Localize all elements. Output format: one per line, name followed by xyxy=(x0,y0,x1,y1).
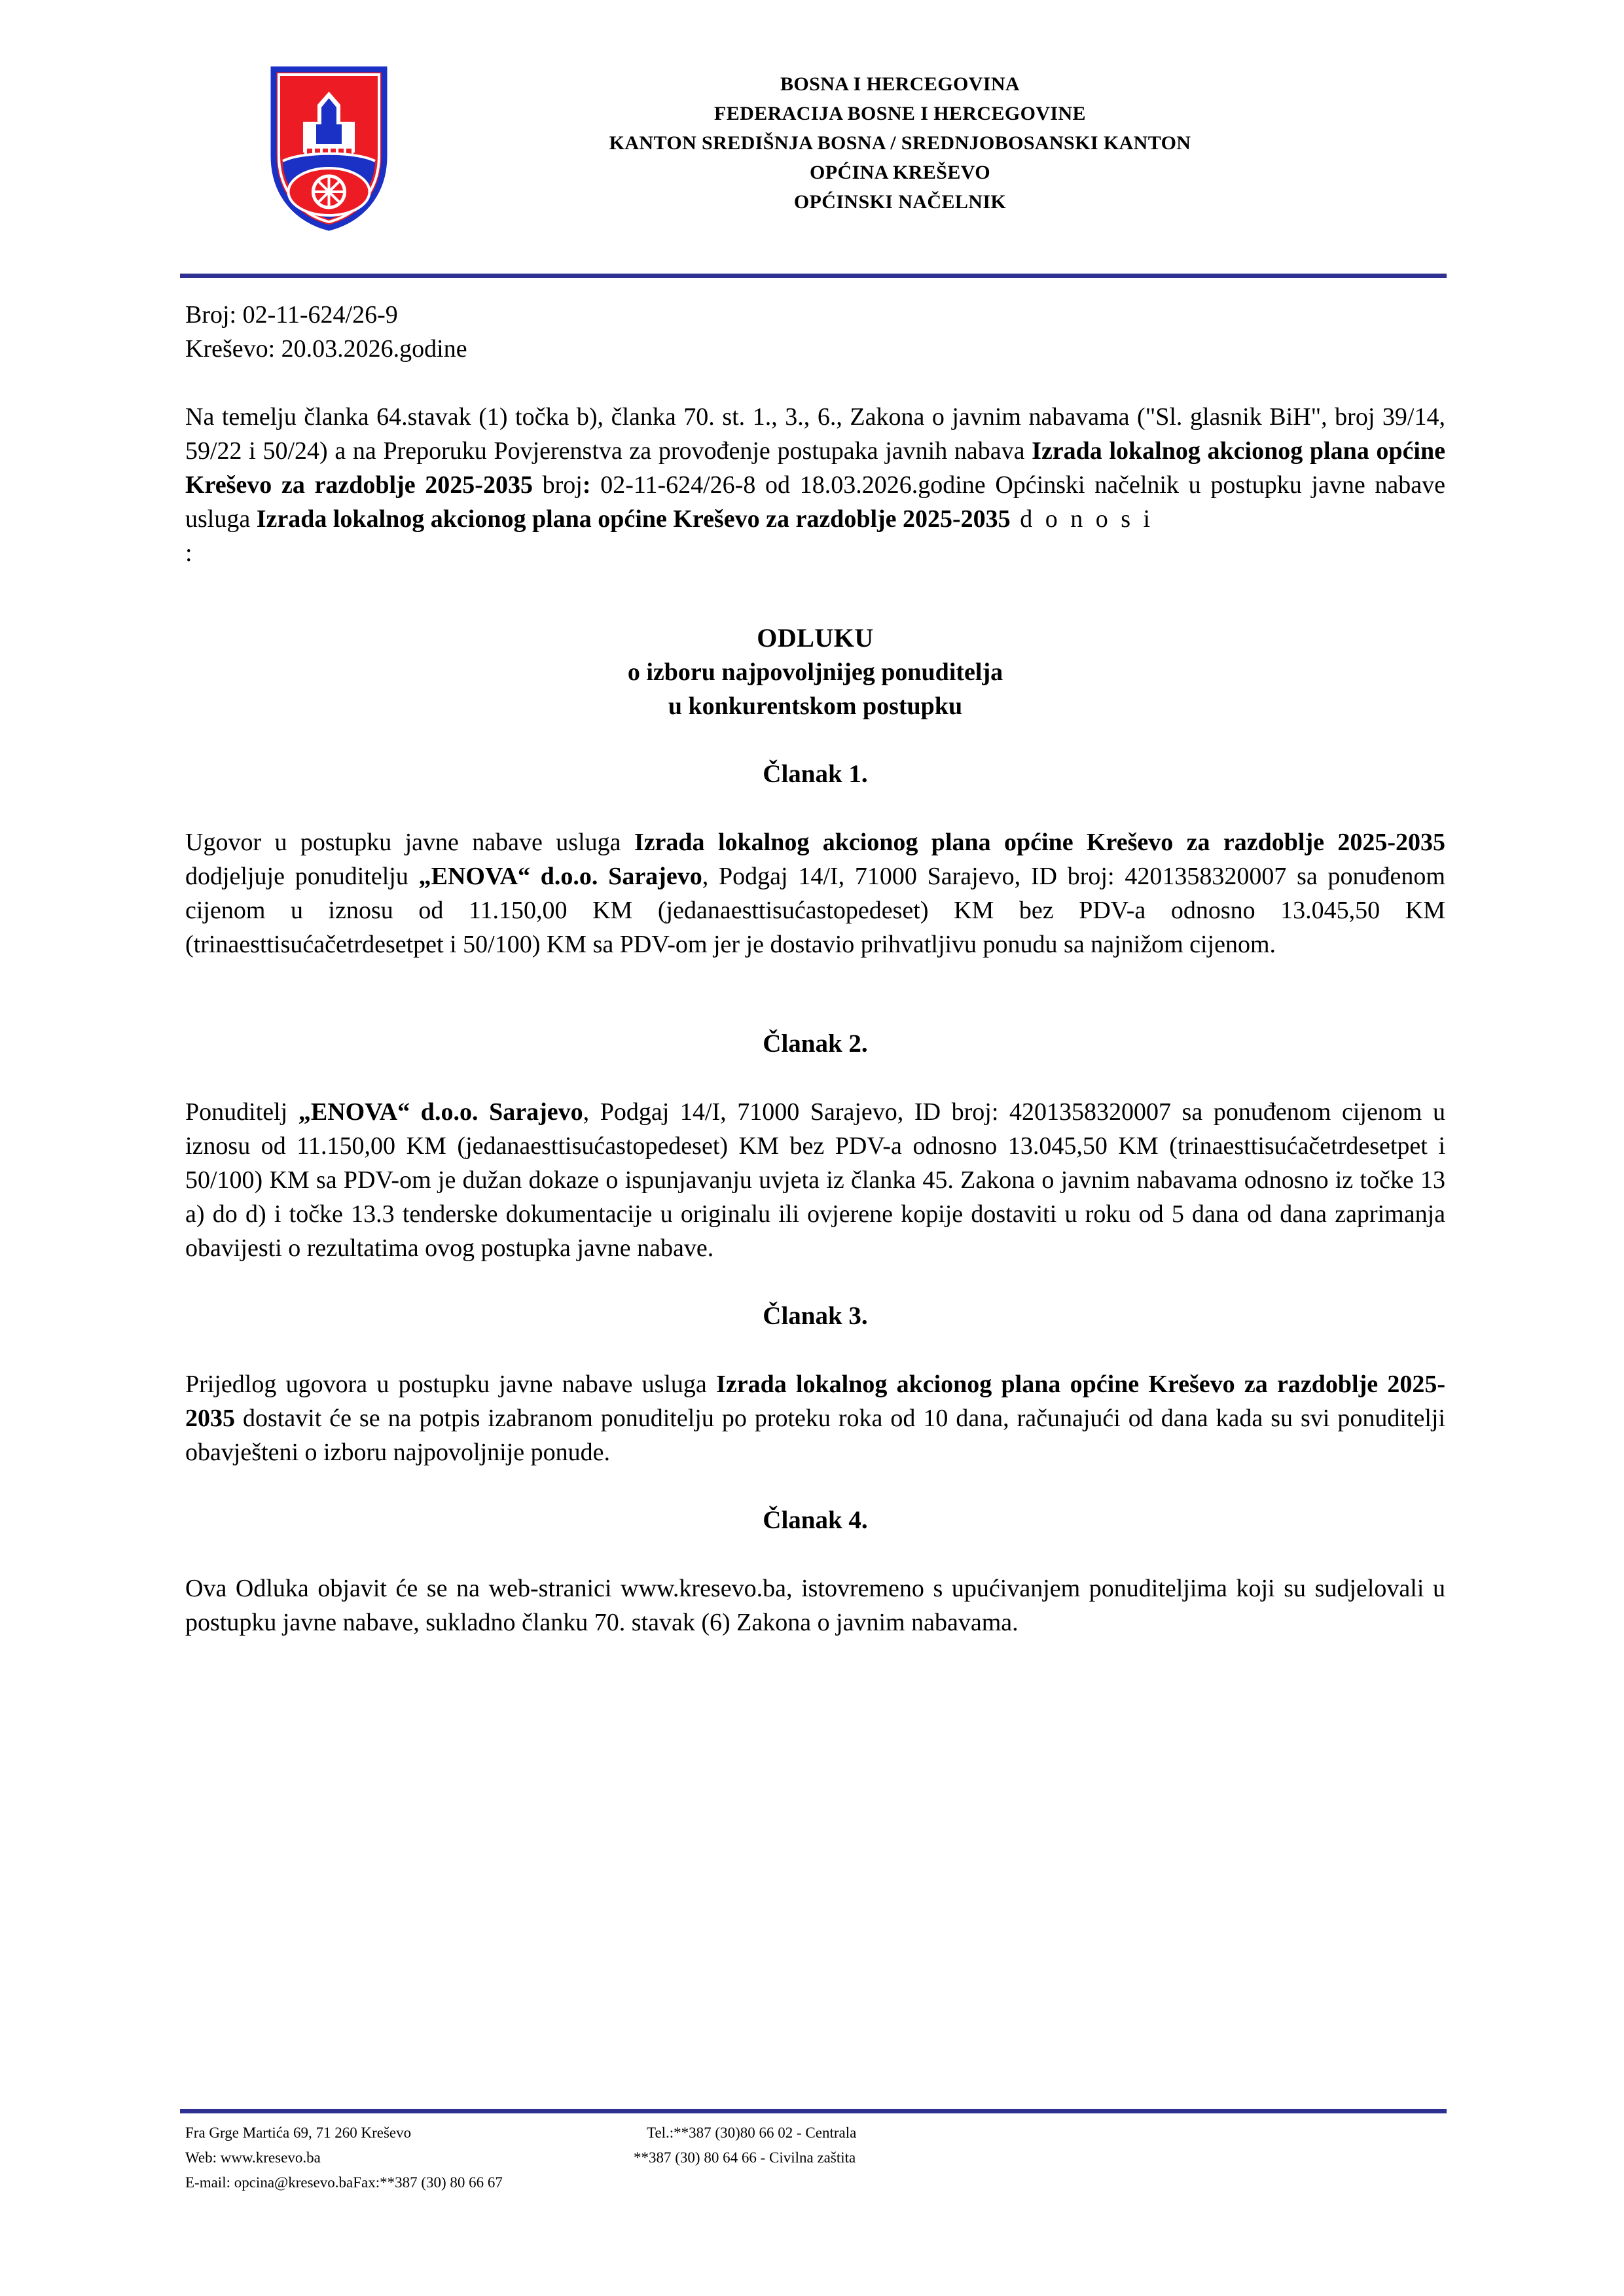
article-1-subject: Izrada lokalnog akcionog plana općine Kreševo za razdoblje 2025-2035 xyxy=(634,829,1446,856)
preamble-subject-1: Izrada lokalnog akcionog plana općine Kreševo za razdoblje 2025-2035 xyxy=(185,437,1445,499)
preamble-text-d: d o n o s i xyxy=(1010,505,1154,533)
reference-place-date: Kreševo: 20.03.2026.godine xyxy=(185,335,467,363)
decision-subtitle-1: o izboru najpovoljnijeg ponuditelja xyxy=(627,658,1003,686)
footer-divider xyxy=(180,2109,1447,2113)
preamble-subject-2: Izrada lokalnog akcionog plana općine Kreševo za razdoblje 2025-2035 xyxy=(256,505,1011,533)
article-3-text-a: Prijedlog ugovora u postupku javne nabave usluga xyxy=(185,1371,717,1398)
article-2-text-a: Ponuditelj xyxy=(185,1098,298,1126)
decision-subtitle-2: u konkurentskom postupku xyxy=(668,692,963,720)
article-1-text-a: Ugovor u postupku javne nabave usluga xyxy=(185,829,634,856)
article-1-text-c: , Podgaj 14/I, 71000 Sarajevo, ID broj: 4201358320007 sa ponuđenom cijenom u iznosu od 11.150,00 KM (jedanaesttisućastopedeset) KM bez PDV-a odnosno 13.045,50 KM (trinaesttisućačetrdesetpet i 50/100) KM sa PDV-om jer je dostavio prihvatljivu ponudu sa najnižom cijenom. xyxy=(185,863,1445,958)
article-3-body xyxy=(185,1367,1445,1469)
article-2-bidder: „ENOVA“ d.o.o. Sarajevo xyxy=(298,1098,583,1126)
preamble-text-b: broj xyxy=(532,471,583,499)
footer-address: Fra Grge Martića 69, 71 260 Kreševo xyxy=(185,2125,412,2141)
preamble-colon-bold: : xyxy=(582,471,591,499)
footer-row-2 xyxy=(185,2145,1452,2170)
footer-telephone-civil: **387 (30) 80 64 66 - Civilna zaštita xyxy=(634,2149,856,2166)
header-line-country: BOSNA I HERCEGOVINA xyxy=(780,73,1020,95)
document-body xyxy=(185,298,1445,1640)
article-4-heading: Članak 4. xyxy=(763,1506,868,1534)
article-3-subject: Izrada lokalnog akcionog plana općine Kreševo za razdoblje 2025-2035 xyxy=(185,1371,1446,1432)
header-divider xyxy=(180,274,1447,278)
footer-email-fax: E-mail: opcina@kresevo.baFax:**387 (30) 80 66 67 xyxy=(185,2174,503,2191)
header-line-canton: KANTON SREDIŠNJA BOSNA / SREDNJOBOSANSKI KANTON xyxy=(609,132,1191,154)
kresevo-coat-of-arms-icon xyxy=(268,64,389,231)
header-authority-block xyxy=(389,69,1411,217)
document-footer xyxy=(185,2121,1452,2195)
article-4-body: Ova Odluka objavit će se na web-stranici www.kresevo.ba, istovremeno s upućivanjem ponuditeljima koji su sudjelovali u postupku javne nabave, sukladno članku 70. stavak (6) Zakona o javnim nabavama. xyxy=(185,1575,1445,1636)
article-1-bidder: „ENOVA“ d.o.o. Sarajevo xyxy=(418,863,702,890)
article-1-body xyxy=(185,825,1445,961)
footer-row-1 xyxy=(185,2121,1452,2145)
article-2-text-b: , Podgaj 14/I, 71000 Sarajevo, ID broj: 4201358320007 sa ponuđenom cijenom u iznosu od 11.150,00 KM (jedanaesttisućastopedeset) KM bez PDV-a odnosno 13.045,50 KM (trinaesttisućačetrdesetpet i 50/100) KM sa PDV-om je dužan dokaze o ispunjavanju uvjeta iz članka 45. Zakona o javnim nabavama odnosno iz točke 13 a) do d) i točke 13.3 tenderske dokumentacije u originalu ili ovjerene kopije dostaviti u roku od 5 dana od dana zaprimanja obavijesti o rezultatima ovog postupka javne nabave. xyxy=(185,1098,1445,1262)
footer-telephone-central: Tel.:**387 (30)80 66 02 - Centrala xyxy=(647,2125,857,2141)
article-1-heading: Članak 1. xyxy=(763,760,868,788)
header-line-mayor: OPĆINSKI NAČELNIK xyxy=(793,191,1007,213)
reference-number: Broj: 02-11-624/26-9 xyxy=(185,301,398,329)
footer-website: Web: www.kresevo.ba xyxy=(185,2149,321,2166)
article-3-text-b: dostavit će se na potpis izabranom ponuditelju po proteku roka od 10 dana, računajući od dana kada su svi ponuditelji obavješteni o izboru najpovoljnije ponude. xyxy=(185,1405,1445,1466)
article-3-heading: Članak 3. xyxy=(763,1302,868,1330)
article-2-heading: Članak 2. xyxy=(763,1030,868,1058)
preamble-trailing-colon: : xyxy=(185,539,192,567)
preamble-text-a: Na temelju članka 64.stavak (1) točka b), članka 70. st. 1., 3., 6., Zakona o javnim nabavama ("Sl. glasnik BiH", broj 39/14, 59/22 i 50/24) a na Preporuku Povjerenstva za provođenje postupaka javnih nabava xyxy=(185,403,1445,465)
article-2-body xyxy=(185,1095,1445,1265)
decision-title: ODLUKU xyxy=(757,623,874,653)
footer-row-3 xyxy=(185,2170,1452,2195)
document-header xyxy=(180,59,1447,255)
article-1-text-b: dodjeljuje ponuditelju xyxy=(185,863,419,890)
preamble-paragraph xyxy=(185,400,1445,536)
preamble-text-c: 02-11-624/26-8 od 18.03.2026.godine Općinski načelnik u postupku javne nabave usluga xyxy=(185,471,1445,533)
header-line-federation: FEDERACIJA BOSNE I HERCEGOVINE xyxy=(714,103,1086,124)
header-line-municipality: OPĆINA KREŠEVO xyxy=(810,162,990,183)
